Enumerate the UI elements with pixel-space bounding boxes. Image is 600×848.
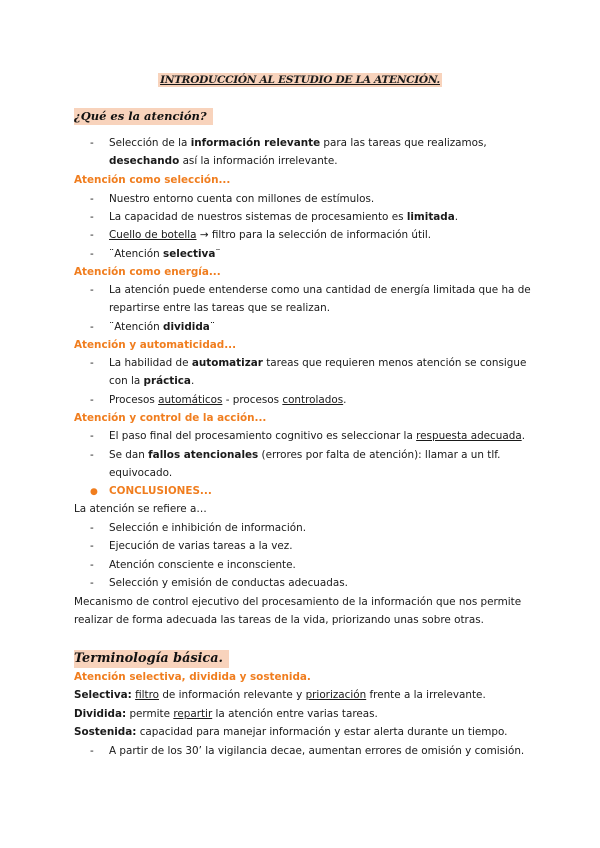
list-dash: - <box>90 430 94 442</box>
definition-dividida: Dividida: permite repartir la atención entre varias tareas. <box>74 708 378 720</box>
list-item: Selección y emisión de conductas adecuadas. <box>109 577 348 589</box>
list-dash: - <box>90 357 94 369</box>
section-heading-control: Atención y control de la acción... <box>74 412 267 424</box>
list-item: Cuello de botella → filtro para la selección de información útil. <box>109 229 432 241</box>
section-heading-energia: Atención como energía... <box>74 266 221 278</box>
list-dash: - <box>90 394 94 406</box>
list-dash: - <box>90 745 94 757</box>
paragraph: realizar de forma adecuada las tareas de la vida, priorizando unas sobre otras. <box>74 614 484 626</box>
list-dash: - <box>90 522 94 534</box>
list-item: Ejecución de varias tareas a la vez. <box>109 540 293 552</box>
list-item: Se dan fallos atencionales (errores por falta de atención): llamar a un tlf. <box>109 449 501 461</box>
section-heading-automaticidad: Atención y automaticidad... <box>74 339 237 351</box>
list-dash: - <box>90 284 94 296</box>
list-dash: - <box>90 321 94 333</box>
list-dash: - <box>90 193 94 205</box>
list-dash: - <box>90 449 94 461</box>
list-item: Nuestro entorno cuenta con millones de estímulos. <box>109 193 375 205</box>
list-dash: - <box>90 229 94 241</box>
list-dash: - <box>90 540 94 552</box>
heading-que-es-la-atencion: ¿Qué es la atención? <box>74 108 213 125</box>
document-title: INTRODUCCIÓN AL ESTUDIO DE LA ATENCIÓN. <box>160 74 440 86</box>
list-dash: - <box>90 211 94 223</box>
list-item: La habilidad de automatizar tareas que requieren menos atención se consigue <box>109 357 527 369</box>
subheading-atencion-tipos: Atención selectiva, dividida y sostenida. <box>74 671 311 683</box>
list-item: ¨Atención selectiva¨ <box>109 248 221 260</box>
list-item: Selección de la información relevante para las tareas que realizamos, <box>109 137 487 149</box>
list-item: Atención consciente e inconsciente. <box>109 559 296 571</box>
list-item: Selección e inhibición de información. <box>109 522 306 534</box>
list-dash: - <box>90 559 94 571</box>
list-item: Procesos automáticos - procesos controlados. <box>109 394 347 406</box>
paragraph: Mecanismo de control ejecutivo del procesamiento de la información que nos permite <box>74 596 522 608</box>
list-item-continuation: desechando así la información irrelevante. <box>109 155 338 167</box>
list-item-continuation: equivocado. <box>109 467 173 479</box>
list-dash: - <box>90 577 94 589</box>
list-item: La atención puede entenderse como una cantidad de energía limitada que ha de <box>109 284 531 296</box>
definition-selectiva: Selectiva: filtro de información relevante y priorización frente a la irrelevante. <box>74 689 486 701</box>
list-dash: - <box>90 137 94 149</box>
section-heading-conclusiones: CONCLUSIONES... <box>109 485 212 497</box>
list-item-continuation: con la práctica. <box>109 375 195 387</box>
heading-terminologia-basica: Terminología básica. <box>74 650 229 668</box>
bullet-icon: ● <box>90 487 98 497</box>
list-item-continuation: repartirse entre las tareas que se realizan. <box>109 302 331 314</box>
list-item: A partir de los 30’ la vigilancia decae, aumentan errores de omisión y comisión. <box>109 745 525 757</box>
section-heading-seleccion: Atención como selección... <box>74 174 231 186</box>
definition-sostenida: Sostenida: capacidad para manejar información y estar alerta durante un tiempo. <box>74 726 508 738</box>
list-item: El paso final del procesamiento cognitivo es seleccionar la respuesta adecuada. <box>109 430 526 442</box>
list-dash: - <box>90 248 94 260</box>
list-item: ¨Atención dividida¨ <box>109 321 216 333</box>
list-item: La capacidad de nuestros sistemas de procesamiento es limitada. <box>109 211 459 223</box>
paragraph: La atención se refiere a… <box>74 503 207 515</box>
